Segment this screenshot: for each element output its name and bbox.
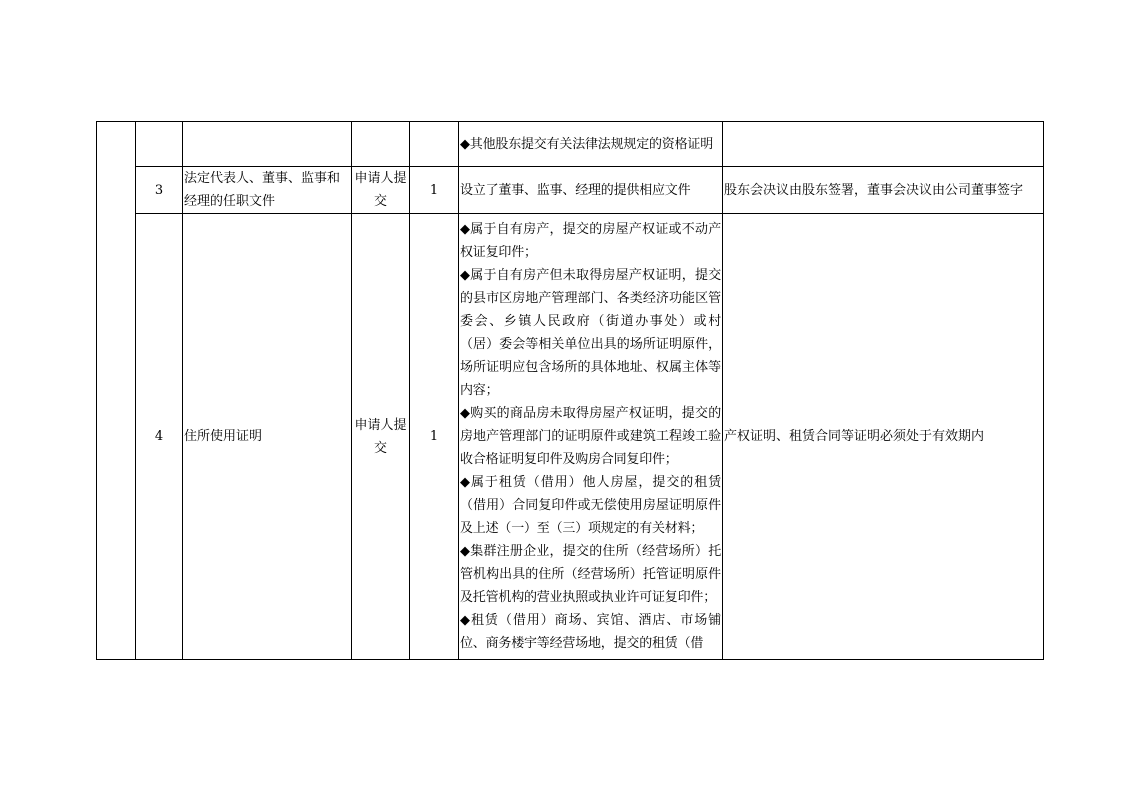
requirements-cell — [459, 122, 723, 167]
submitter-cell: 申请人提交 — [352, 167, 410, 214]
requirement-item: ◆其他股东提交有关法律法规规定的资格证明 — [460, 136, 713, 152]
requirement-item: ◆属于租赁（借用）他人房屋，提交的租赁（借用）合同复印件或无偿使用房屋证明原件及上述（一）至（三）项规定的有关材料； — [460, 475, 721, 536]
material-name-cell: 住所使用证明 — [183, 214, 352, 660]
requirements-cell — [459, 214, 723, 660]
submitter-cell — [352, 122, 410, 167]
group-cell — [97, 122, 136, 660]
index-cell: 4 — [136, 214, 183, 660]
count-cell: 1 — [410, 167, 459, 214]
table-row — [97, 122, 1044, 167]
submitter-cell: 申请人提交 — [352, 214, 410, 660]
notes-cell: 产权证明、租赁合同等证明必须处于有效期内 — [723, 214, 1044, 660]
notes-cell: 股东会决议由股东签署，董事会决议由公司董事签字 — [723, 167, 1044, 214]
table-row — [97, 167, 1044, 214]
material-name-cell: 法定代表人、董事、监事和经理的任职文件 — [183, 167, 352, 214]
index-cell: 3 — [136, 167, 183, 214]
requirement-item: ◆购买的商品房未取得房屋产权证明，提交的房地产管理部门的证明原件或建筑工程竣工验收合格证明复印件及购房合同复印件； — [460, 406, 721, 467]
table-row — [97, 214, 1044, 660]
requirement-item: ◆集群注册企业，提交的住所（经营场所）托管机构出具的住所（经营场所）托管证明原件及托管机构的营业执照或执业许可证复印件； — [460, 544, 721, 605]
requirement-item: ◆租赁（借用）商场、宾馆、酒店、市场铺位、商务楼宇等经营场地，提交的租赁（借 — [460, 613, 721, 651]
requirement-item: 设立了董事、监事、经理的提供相应文件 — [460, 182, 691, 198]
index-cell — [136, 122, 183, 167]
count-cell: 1 — [410, 214, 459, 660]
material-name-cell — [183, 122, 352, 167]
count-cell — [410, 122, 459, 167]
requirement-item: ◆属于自有房产但未取得房屋产权证明，提交的县市区房地产管理部门、各类经济功能区管委会、乡镇人民政府（街道办事处）或村（居）委会等相关单位出具的场所证明原件，场所证明应包含场所的具体地址、权属主体等内容； — [460, 268, 721, 398]
requirements-cell — [459, 167, 723, 214]
requirement-item: ◆属于自有房产，提交的房屋产权证或不动产权证复印件； — [460, 222, 721, 260]
materials-table — [96, 121, 1044, 660]
notes-cell — [723, 122, 1044, 167]
